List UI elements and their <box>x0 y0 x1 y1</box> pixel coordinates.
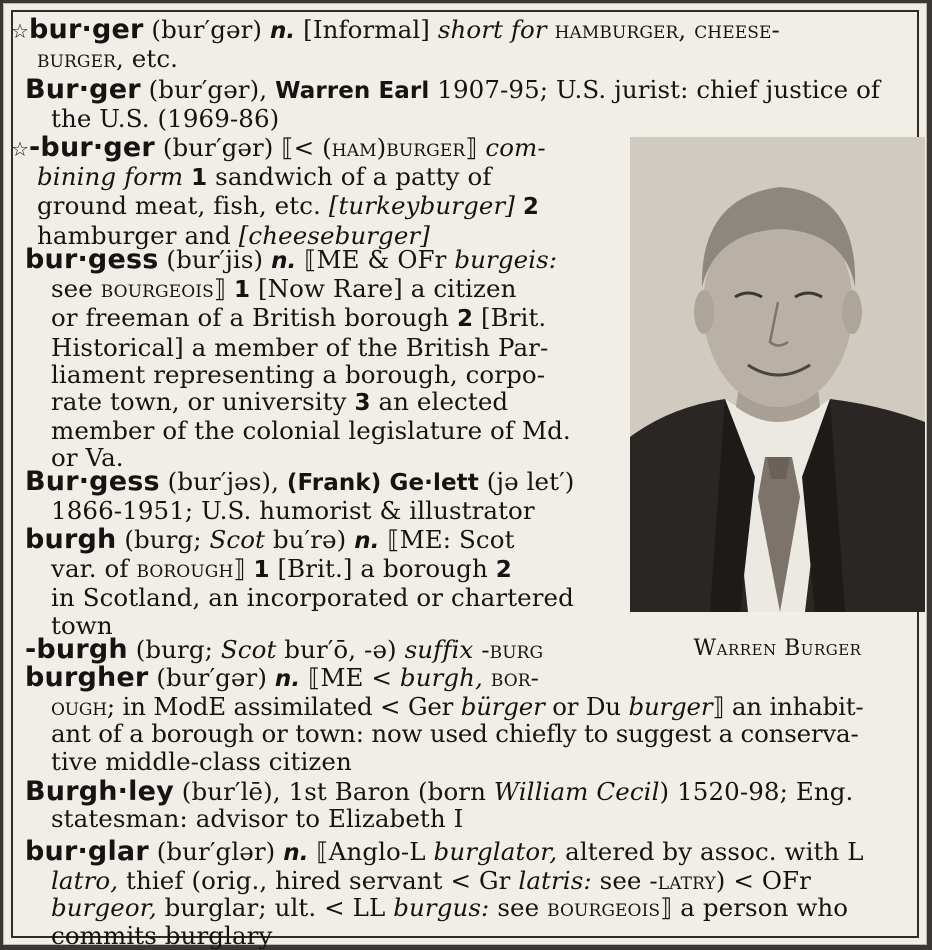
italic-text: burgus: <box>393 893 490 923</box>
definition-text: hamburger and <box>37 220 231 250</box>
italic-text: bürger <box>460 692 545 722</box>
photo-caption: Warren Burger <box>693 636 862 661</box>
definition-text: see <box>51 274 93 304</box>
cross-reference: burger, <box>37 44 124 74</box>
entry-burgess-person <box>25 468 599 524</box>
headword: bur·gess <box>25 244 159 275</box>
etymology: altered by assoc. with L <box>565 837 864 866</box>
sense-number: 3 <box>354 390 371 417</box>
definition-text: 1st Baron (born <box>288 777 486 806</box>
etymology: burglar; ult. < LL <box>164 893 386 923</box>
italic-text: burger <box>628 692 713 722</box>
headword: -burgh <box>25 634 128 665</box>
definition-text: in Scotland, an incorporated or chartered <box>51 583 574 613</box>
portrait-photo <box>630 137 925 612</box>
definition-text: 1866-1951; U.S. humorist & illustrator <box>51 496 535 526</box>
headword: Burgh·ley <box>25 776 174 807</box>
cross-reference: bourgeois <box>547 893 661 923</box>
person-name: Warren Earl <box>275 78 430 104</box>
definition-text: tive middle-class citizen <box>51 746 352 776</box>
italic-text: burgh, <box>399 663 483 692</box>
part-of-speech: n. <box>283 840 309 866</box>
example-text: [turkeyburger] <box>328 191 515 221</box>
definition-text: the U.S. (1969-86) <box>51 104 280 134</box>
definition-text: an elected <box>378 387 509 417</box>
definition-text: Historical] a member of the British Par- <box>51 332 549 362</box>
pronunciation: (bur′glər) <box>156 837 276 866</box>
pronunciation: (bur′gər) <box>151 15 263 44</box>
definition-text: [Now Rare] a citizen <box>257 274 517 304</box>
cross-reference: ough; <box>51 692 115 722</box>
headword: burgh <box>25 524 117 555</box>
cross-reference: borough <box>136 554 234 584</box>
definition-text: or freeman of a British borough <box>51 303 450 333</box>
headword: bur·ger <box>29 14 144 45</box>
italic-text: burgeis: <box>454 245 558 274</box>
entry-burgess <box>25 246 599 472</box>
definition-text: or Du <box>552 692 621 722</box>
star-icon: ☆ <box>11 137 30 161</box>
pronunciation: (bur′lē), <box>181 777 281 806</box>
definition-text: in ModE assimilated < Ger <box>122 692 454 722</box>
pronunciation: (bur′jəs), <box>167 467 279 496</box>
definition-text: sandwich of a patty of <box>215 162 492 192</box>
cross-reference: -latry <box>649 866 716 896</box>
italic-text: William Cecil <box>493 777 660 806</box>
definition-text: member of the colonial legislature of Md. <box>51 416 571 446</box>
definition-text: town <box>51 610 113 640</box>
dictionary-page <box>11 10 919 950</box>
sense-number: 2 <box>522 194 539 221</box>
entry-burger-noun <box>11 16 780 72</box>
etymology: thief (orig., hired servant < Gr <box>126 866 511 896</box>
portrait-illustration <box>630 137 925 612</box>
italic-text: bining form <box>37 162 184 192</box>
star-icon: ☆ <box>11 19 30 43</box>
italic-text: com- <box>485 133 546 162</box>
cross-reference: bor- <box>490 663 540 692</box>
pronunciation: (bur′gər) <box>162 133 274 162</box>
definition-text: [Brit.] a borough <box>277 554 488 584</box>
pronunciation: (bur′gər), <box>148 75 268 104</box>
definition-text: statesman: advisor to Elizabeth I <box>51 804 464 834</box>
etymology: see <box>599 866 642 896</box>
definition-text: or Va. <box>51 443 124 473</box>
definition-text: an inhabit- <box>731 692 864 722</box>
entry-burgh <box>25 526 599 639</box>
cross-reference: hamburger, cheese- <box>554 15 780 44</box>
definition-text: [Brit. <box>480 303 547 333</box>
label-text: [Informal] <box>303 15 430 44</box>
etymology: ) < OFr <box>715 866 811 896</box>
definition-text: liament representing a borough, corpo- <box>51 359 546 389</box>
etymology: ⟦< (ham)burger⟧ <box>281 133 478 162</box>
headword: burgher <box>25 662 149 693</box>
entry-burglar <box>25 838 864 949</box>
etymology: ⟦Anglo-L <box>316 837 426 866</box>
part-of-speech: n. <box>274 666 301 692</box>
definition-text: ) 1520-98; Eng. <box>659 777 854 806</box>
part-of-speech: suffix <box>404 635 474 664</box>
italic-text: latris: <box>518 866 592 896</box>
pronunciation: bu′rə) <box>272 525 347 554</box>
bracket: ⟧ <box>213 274 227 304</box>
definition-text: rate town, or university <box>51 387 347 417</box>
part-of-speech: n. <box>269 18 296 44</box>
sense-number: 2 <box>495 557 512 584</box>
definition-text: ant of a borough or town: now used chiefly to suggest a conserva- <box>51 719 859 749</box>
entry-burgher <box>25 664 864 775</box>
etymology: ⟦ME & OFr <box>304 245 447 274</box>
sense-number: 1 <box>233 277 251 304</box>
entry-burgh-suffix <box>25 636 599 663</box>
part-of-speech: n. <box>354 528 380 554</box>
definition-text: var. of <box>51 554 129 584</box>
headword: Bur·gess <box>25 466 160 497</box>
example-text: [cheeseburger] <box>238 220 430 250</box>
entry-burger-person <box>25 76 880 132</box>
headword: -bur·ger <box>29 132 155 163</box>
part-of-speech: n. <box>271 248 297 274</box>
italic-text: latro, <box>51 866 119 896</box>
definition-text: ⟧ a person who <box>660 893 849 923</box>
pronunciation: (bur′jis) <box>166 245 264 274</box>
person-name: (Frank) Ge·lett <box>286 470 479 496</box>
italic-text: burgeor, <box>51 893 157 923</box>
italic-text: Scot <box>220 635 277 664</box>
sense-number: 1 <box>191 165 208 192</box>
italic-text: short for <box>437 15 547 44</box>
etymology: ⟦ME: Scot <box>387 525 515 554</box>
sense-number: 2 <box>456 306 474 333</box>
cross-reference: -burg <box>481 635 544 664</box>
definition-text: 1907-95; U.S. jurist: chief justice of <box>437 75 881 104</box>
italic-text: Scot <box>209 525 265 554</box>
pronunciation: (burg; <box>135 635 213 664</box>
pronunciation: bur′ō, -ə) <box>284 635 397 664</box>
cross-reference: bourgeois <box>100 274 214 304</box>
definition-text: commits burglary <box>51 920 273 950</box>
page-frame <box>3 3 927 950</box>
headword: Bur·ger <box>25 74 141 105</box>
pronunciation: (burg; <box>124 525 202 554</box>
etymology: see <box>497 893 540 923</box>
bracket: ⟧ <box>233 554 246 584</box>
pronunciation: (jə let′) <box>486 467 575 496</box>
headword: bur·glar <box>25 836 149 867</box>
italic-text: burglator, <box>433 837 558 866</box>
sense-number: 1 <box>253 557 270 584</box>
definition-text: etc. <box>131 44 179 74</box>
definition-text: ground meat, fish, etc. <box>37 191 321 221</box>
entry-burghley <box>25 778 853 832</box>
pronunciation: (bur′gər) <box>156 663 267 692</box>
entry-burger-combining-form <box>11 134 585 249</box>
etymology: ⟦ME < <box>308 663 393 692</box>
bracket: ⟧ <box>712 692 725 722</box>
